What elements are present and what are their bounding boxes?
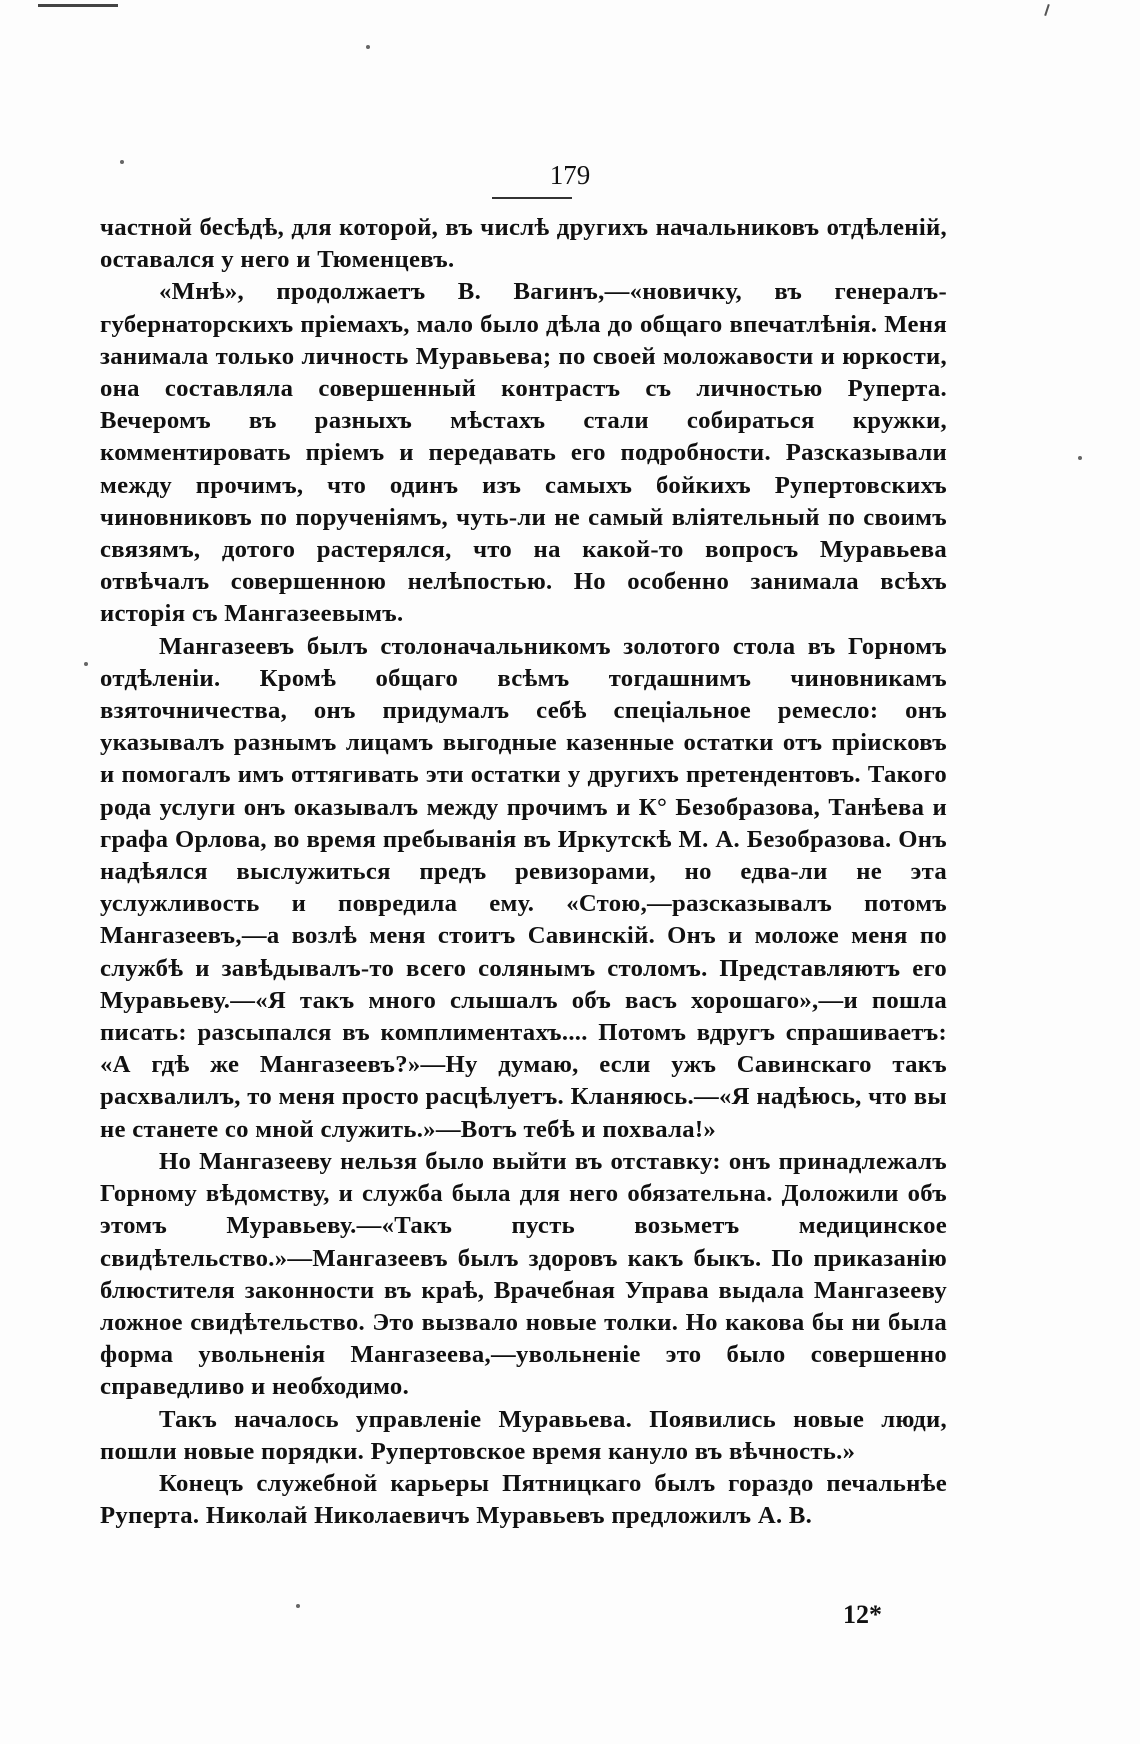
scan-speck — [1078, 456, 1082, 460]
printer-signature-mark: 12* — [843, 1600, 882, 1629]
scan-artifact-line — [38, 4, 118, 7]
paragraph: Но Мангазееву нельзя было выйти въ отставку: онъ принадлежалъ Горному вѣдомству, и служба была для него обязательна. Доложили объ этомъ Муравьеву.—«Такъ пусть возьметъ медицинское свидѣтельство.»—Мангазеевъ былъ здоровъ какъ быкъ. По приказанію блюстителя законности въ краѣ, Врачебная Управа выдала Мангазееву ложное свидѣтельство. Это вызвало новые толки. Но какова бы ни была форма увольненія Мангазеева,—увольненіе это было совершенно справедливо и необходимо. — [100, 1147, 947, 1401]
body-text — [100, 212, 947, 1532]
scan-speck — [366, 45, 370, 49]
paragraph: «Мнѣ», продолжаетъ В. Вагинъ,—«новичку, въ генералъ-губернаторскихъ пріемахъ, мало было дѣла до общаго впечатлѣнія. Меня занимала только личность Муравьева; по своей моложавости и юркости, она составляла совершенный контрастъ съ личностью Руперта. Вечеромъ въ разныхъ мѣстахъ стали собираться кружки, комментировать пріемъ и передавать его подробности. Разсказывали между прочимъ, что одинъ изъ самыхъ бойкихъ Рупертовскихъ чиновниковъ по порученіямъ, чуть-ли не самый вліятельный по своимъ связямъ, дотого растерялся, что на какой-то вопросъ Муравьева отвѣчалъ совершенною нелѣпостью. Но особенно занимала всѣхъ исторія съ Мангазеевымъ. — [100, 278, 947, 628]
scan-speck — [296, 1604, 300, 1608]
paragraph: Такъ началось управленіе Муравьева. Появились новые люди, пошли новые порядки. Рупертовское время кануло въ вѣчность.» — [100, 1405, 947, 1465]
scan-artifact-mark — [1044, 4, 1050, 16]
paragraph: Мангазеевъ былъ столоначальникомъ золотого стола въ Горномъ отдѣленіи. Кромѣ общаго всѣмъ тогдашнимъ чиновникамъ взяточничества, онъ придумалъ себѣ спеціальное ремесло: онъ указывалъ разнымъ лицамъ выгодные казенные остатки отъ пріисковъ и помогалъ имъ оттягивать эти остатки у другихъ претендентовъ. Такого рода услуги онъ оказывалъ между прочимъ и К° Безобразова, Танѣева и графа Орлова, во время пребыванія въ Иркутскѣ М. А. Безобразова. Онъ надѣялся выслужиться предъ ревизорами, но едва-ли не эта услужливость и повредила ему. «Стою,—разсказывалъ потомъ Мангазеевъ,—а возлѣ меня стоитъ Савинскій. Онъ и моложе меня по службѣ и завѣдывалъ-то всего солянымъ столомъ. Представляютъ его Муравьеву.—«Я такъ много слышалъ объ васъ хорошаго»,—и пошла писать: разсыпался въ комплиментахъ.... Потомъ вдругъ спрашиваетъ: «А гдѣ же Мангазеевъ?»—Ну думаю, если ужъ Савинскаго такъ расхвалилъ, то меня просто расцѣлуетъ. Кланяюсь.—«Я надѣюсь, что вы не станете со мной служить.»—Вотъ тебѣ и похвала!» — [100, 632, 947, 1143]
scan-speck — [84, 662, 88, 666]
page-number-rule — [492, 197, 572, 199]
page-number: 179 — [549, 160, 591, 190]
paragraph-continuation: частной бесѣдѣ, для которой, въ числѣ другихъ начальниковъ отдѣленій, оставался у него и Тюменцевъ. — [100, 214, 947, 274]
paragraph: Конецъ служебной карьеры Пятницкаго былъ гораздо печальнѣе Руперта. Николай Николаевичъ Муравьевъ предложилъ А. В. — [100, 1469, 947, 1530]
